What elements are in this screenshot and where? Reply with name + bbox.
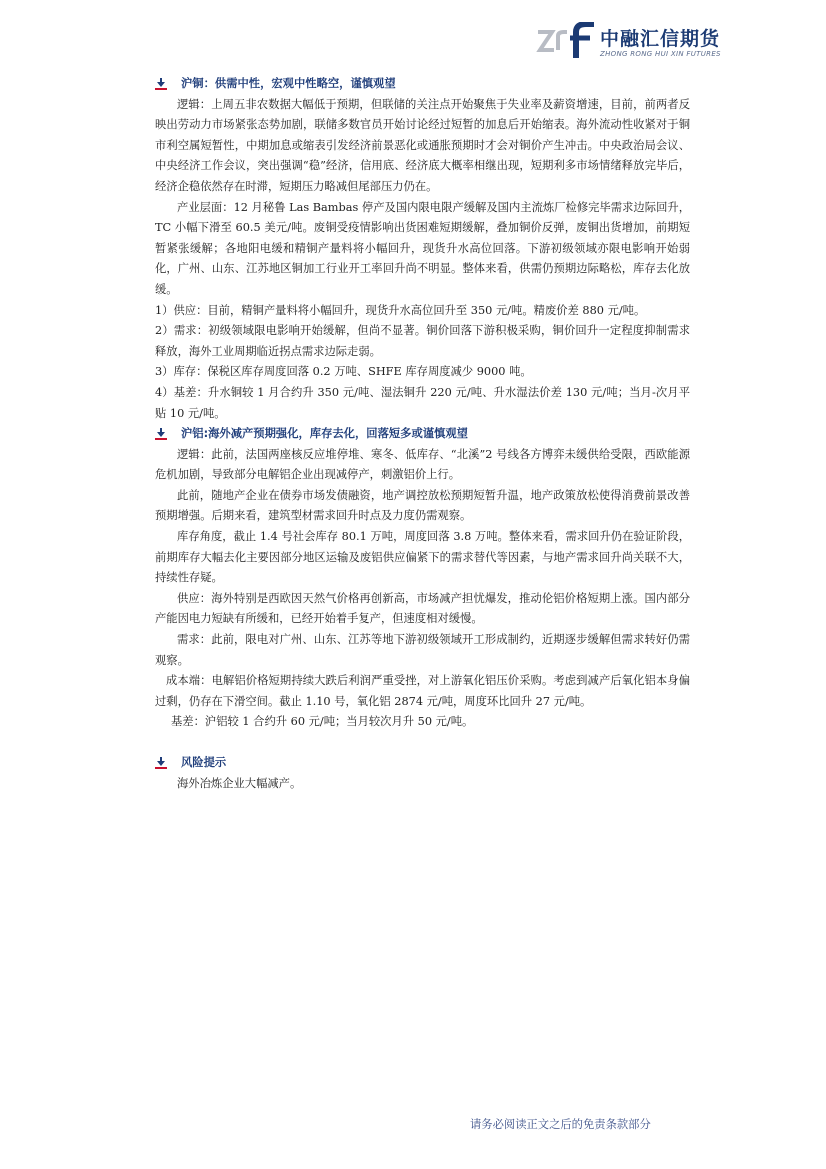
- section-heading-risk: [155, 753, 690, 774]
- paragraph: 成本端：电解铝价格短期持续大跌后利润严重受挫，对上游氧化铝压价采购。考虑到减产后氧化铝本身偏过剩，仍存在下滑空间。截止 1.10 号，氧化铝 2874 元/吨，周度环比回升 27 元/吨。: [155, 674, 690, 708]
- paragraph: 逻辑：上周五非农数据大幅低于预期，但联储的关注点开始聚焦于失业率及薪资增速，目前，前两者反映出劳动力市场紧张态势加剧，联储多数官员开始讨论经过短暂的加息后开始缩表。海外流动性收紧对于铜市利空属短暂性，中期加息或缩表引发经济前景恶化或通胀预期时才会对铜价产生冲击。中央政治局会议、中央经济工作会议，突出强调“稳”经济，信用底、经济底大概率相继出现，短期利多市场情绪释放完毕后，经济企稳依然存在时滞，短期压力略减但尾部压力仍在。: [155, 97, 690, 193]
- section-heading-copper: [155, 74, 690, 95]
- bullet-arrow-icon: [155, 78, 167, 90]
- section-heading-text: 沪铜：供需中性，宏观中性略空，谨慎观望: [181, 77, 396, 90]
- report-body: [155, 74, 690, 794]
- paragraph: 需求：此前，限电对广州、山东、江苏等地下游初级领域开工形成制约，近期逐步缓解但需求转好仍需观察。: [155, 633, 690, 667]
- paragraph: 产业层面：12 月秘鲁 Las Bambas 停产及国内限电限产缓解及国内主流炼厂检修完毕需求边际回升，TC 小幅下滑至 60.5 美元/吨。废铜受疫情影响出货困难短期缓解，叠加铜价反弹，废铜出货增加，前期短暂紧张缓解；各地阳电缓和精铜产量料将小幅回升，现货升水高位回落。下游初级领域亦限电影响开始弱化，广州、山东、江苏地区铜加工行业开工率回升尚不明显。整体来看，供需仍预期边际略松，库存去化放缓。: [155, 200, 690, 296]
- footer-disclaimer: 请务必阅读正文之后的免责条款部分: [470, 1118, 651, 1131]
- logo-english-name: ZHONG RONG HUI XIN FUTURES: [600, 50, 721, 58]
- paragraph: 基差：沪铝较 1 合约升 60 元/吨；当月较次月升 50 元/吨。: [171, 715, 474, 729]
- paragraph: 2）需求：初级领域限电影响开始缓解，但尚不显著。铜价回落下游积极采购，铜价回升一定程度抑制需求释放，海外工业周期临近拐点需求边际走弱。: [155, 324, 690, 358]
- section-heading-text: 风险提示: [181, 756, 227, 769]
- section-heading-text: 沪铝:海外减产预期强化，库存去化，回落短多或谨慎观望: [181, 427, 468, 441]
- zrf-logo-icon: [536, 22, 598, 60]
- paragraph: 4）基差：升水铜较 1 月合约升 350 元/吨、湿法铜升 220 元/吨、升水湿法价差 130 元/吨；当月-次月平贴 10 元/吨。: [155, 385, 690, 420]
- paragraph: 3）库存：保税区库存周度回落 0.2 万吨、SHFE 库存周度减少 9000 吨。: [155, 365, 532, 379]
- bullet-arrow-icon: [155, 757, 167, 769]
- section-heading-aluminum: [155, 424, 690, 445]
- paragraph: 逻辑：此前，法国两座核反应堆停堆、寒冬、低库存、“北溪”2 号线各方博弈未缓供给受限，西欧能源危机加剧，导致部分电解铝企业出现减停产，刺激铝价上行。: [155, 447, 690, 482]
- paragraph: 供应：海外特别是西欧因天然气价格再创新高，市场减产担忧爆发，推动伦铝价格短期上涨。国内部分产能因电力短缺有所缓和，已经开始着手复产，但速度相对缓慢。: [155, 591, 690, 626]
- paragraph: 此前，随地产企业在债券市场发债融资，地产调控放松预期短暂升温，地产政策放松使得消费前景改善预期增强。后期来看，建筑型材需求回升时点及力度仍需观察。: [155, 488, 690, 523]
- logo-chinese-name: 中融汇信期货: [600, 28, 721, 50]
- paragraph: 库存角度，截止 1.4 号社会库存 80.1 万吨，周度回落 3.8 万吨。整体来看，需求回升仍在验证阶段，前期库存大幅去化主要因部分地区运输及废铝供应偏紧下的需求替代等因素，与地产需求回升尚关联不大，持续性存疑。: [155, 530, 690, 585]
- bullet-arrow-icon: [155, 428, 167, 440]
- company-logo: [536, 18, 726, 64]
- paragraph: 海外冶炼企业大幅减产。: [177, 776, 302, 790]
- paragraph: 1）供应：目前，精铜产量料将小幅回升，现货升水高位回升至 350 元/吨。精废价差 880 元/吨。: [155, 303, 646, 317]
